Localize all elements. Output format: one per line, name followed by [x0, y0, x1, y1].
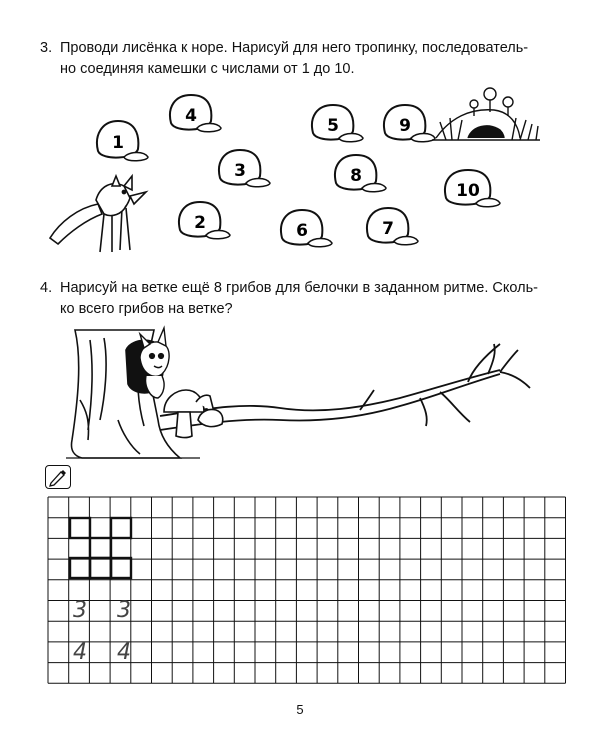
pencil-icon: [45, 465, 71, 489]
stone-2[interactable]: [179, 202, 230, 239]
stone-4[interactable]: [170, 95, 221, 132]
grid-sample-4-a: 4: [73, 640, 87, 665]
stone-label-9: 9: [399, 116, 411, 136]
stone-label-3: 3: [234, 161, 246, 181]
task-3-number: 3.: [40, 40, 53, 56]
stone-label-5: 5: [327, 116, 339, 136]
task-4-text: [40, 278, 560, 320]
page-number: 5: [296, 702, 304, 717]
stone-label-1: 1: [112, 133, 124, 153]
stone-10[interactable]: [445, 170, 500, 207]
stone-6[interactable]: [281, 210, 332, 247]
stone-5[interactable]: [312, 105, 363, 142]
stone-1[interactable]: [97, 121, 148, 161]
stone-8[interactable]: [335, 155, 386, 192]
task-4-number: 4.: [40, 280, 53, 296]
stone-label-7: 7: [382, 219, 394, 239]
task-4-line-2: ко всего грибов на ветке?: [60, 301, 233, 317]
stone-label-10: 10: [456, 181, 480, 201]
stone-label-2: 2: [194, 213, 206, 233]
stone-3[interactable]: [219, 150, 270, 187]
stone-label-8: 8: [350, 166, 362, 186]
grid-sample-squares: [70, 518, 131, 578]
task-3-line-2: но соединяя камешки с числами от 1 до 10.: [60, 61, 355, 77]
stone-label-6: 6: [296, 221, 308, 241]
burrow-illustration: [432, 88, 540, 140]
grid-sample-4-b: 4: [117, 640, 131, 665]
task-4-line-1: Нарисуй на ветке ещё 8 грибов для белочки в заданном ритме. Сколь-: [60, 280, 538, 296]
grid-sample-3-b: 3: [117, 598, 131, 623]
stone-label-4: 4: [185, 106, 197, 126]
fox-illustration: [50, 176, 146, 252]
stone-9[interactable]: [384, 105, 435, 142]
task-3-line-1: Проводи лисёнка к норе. Нарисуй для него тропинку, последователь-: [60, 40, 529, 56]
stone-7[interactable]: [367, 208, 418, 245]
grid-sample-3-a: 3: [73, 598, 87, 623]
